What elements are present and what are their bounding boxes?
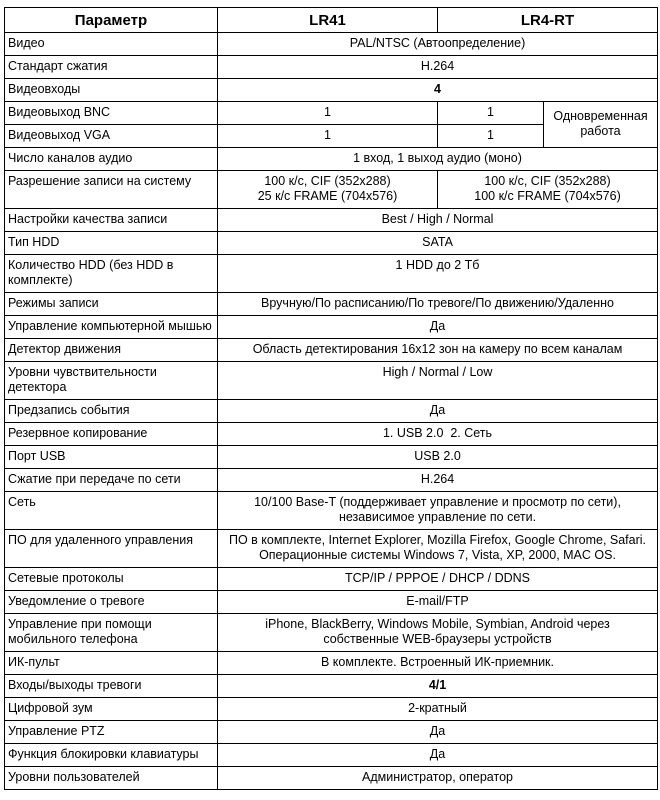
param-cell: Детектор движения [5,339,218,362]
param-cell: Предзапись события [5,400,218,423]
header-row [5,8,658,33]
table-row [5,530,658,568]
param-cell: Видеовыход VGA [5,125,218,148]
table-row [5,171,658,209]
param-cell: Функция блокировки клавиатуры [5,744,218,767]
table-row [5,614,658,652]
value-cell: Да [218,721,658,744]
table-row [5,293,658,316]
param-cell: Настройки качества записи [5,209,218,232]
table-row [5,492,658,530]
value-cell: TCP/IP / PPPOE / DHCP / DDNS [218,568,658,591]
param-cell: Стандарт сжатия [5,56,218,79]
value-cell: Да [218,316,658,339]
param-cell: Видео [5,33,218,56]
table-row [5,400,658,423]
param-cell: Тип HDD [5,232,218,255]
param-cell: Порт USB [5,446,218,469]
param-cell: Уведомление о тревоге [5,591,218,614]
param-cell: ПО для удаленного управления [5,530,218,568]
lr41-value-cell: 1 [218,125,438,148]
value-cell: High / Normal / Low [218,362,658,400]
table-row [5,568,658,591]
param-cell: Резервное копирование [5,423,218,446]
param-cell: Уровни пользователей [5,767,218,790]
param-cell: Сеть [5,492,218,530]
param-cell: Количество HDD (без HDD в комплекте) [5,255,218,293]
param-cell: Видеовходы [5,79,218,102]
value-cell: Да [218,744,658,767]
lr41-value-cell [218,171,438,209]
value-cell: H.264 [218,56,658,79]
param-cell: Видеовыход BNC [5,102,218,125]
table-row [5,767,658,790]
table-row [5,591,658,614]
value-cell: Область детектирования 16x12 зон на камеру по всем каналам [218,339,658,362]
value-cell: E-mail/FTP [218,591,658,614]
lr4-rt-cif-line: 100 к/с, CIF (352x288) [484,174,611,188]
value-cell: 1 вход, 1 выход аудио (моно) [218,148,658,171]
header-lr41: LR41 [218,8,438,33]
value-cell: Да [218,400,658,423]
table-row [5,79,658,102]
param-cell: Режимы записи [5,293,218,316]
table-row [5,744,658,767]
value-cell: Best / High / Normal [218,209,658,232]
table-row [5,33,658,56]
table-row [5,255,658,293]
spec-table [4,7,658,790]
value-cell: 2-кратный [218,698,658,721]
table-row [5,698,658,721]
param-cell: Входы/выходы тревоги [5,675,218,698]
value-cell: USB 2.0 [218,446,658,469]
header-lr4-rt: LR4-RT [438,8,658,33]
lr41-value-cell: 1 [218,102,438,125]
table-row [5,339,658,362]
table-row [5,652,658,675]
lr4-rt-value-cell: 1 [438,125,544,148]
param-cell: Цифровой зум [5,698,218,721]
table-row [5,446,658,469]
value-cell: iPhone, BlackBerry, Windows Mobile, Symbian, Android через собственные WEB-браузеры устройств [218,614,658,652]
value-cell: 10/100 Base-T (поддерживает управление и просмотр по сети), независимое управление по сети. [218,492,658,530]
value-cell: 1 HDD до 2 Тб [218,255,658,293]
param-cell: ИК-пульт [5,652,218,675]
lr41-cif-line: 100 к/с, CIF (352x288) [264,174,391,188]
value-cell: 4/1 [218,675,658,698]
value-cell: SATA [218,232,658,255]
param-cell: Разрешение записи на систему [5,171,218,209]
param-cell: Управление компьютерной мышью [5,316,218,339]
value-cell: В комплекте. Встроенный ИК-приемник. [218,652,658,675]
table-row [5,362,658,400]
table-row [5,721,658,744]
header-parameter: Параметр [5,8,218,33]
table-row [5,148,658,171]
value-cell: 1. USB 2.0 2. Сеть [218,423,658,446]
value-cell: PAL/NTSC (Автоопределение) [218,33,658,56]
table-row [5,423,658,446]
table-row [5,469,658,492]
simultaneous-output-note: Одновременная работа [544,102,658,148]
param-cell: Управление PTZ [5,721,218,744]
value-cell: H.264 [218,469,658,492]
table-row [5,56,658,79]
value-cell: Администратор, оператор [218,767,658,790]
param-cell: Сетевые протоколы [5,568,218,591]
lr4-rt-value-cell [438,171,658,209]
table-row [5,675,658,698]
table-row [5,232,658,255]
param-cell: Уровни чувствительности детектора [5,362,218,400]
param-cell: Число каналов аудио [5,148,218,171]
lr4-rt-frame-line: 100 к/с FRAME (704x576) [474,189,621,203]
value-cell: ПО в комплекте, Internet Explorer, Mozilla Firefox, Google Chrome, Safari. Операционные системы Windows 7, Vista, XP, 2000, MAC OS. [218,530,658,568]
table-row [5,209,658,232]
param-cell: Управление при помощи мобильного телефона [5,614,218,652]
value-cell: 4 [218,79,658,102]
lr4-rt-value-cell: 1 [438,102,544,125]
param-cell: Сжатие при передаче по сети [5,469,218,492]
table-row [5,102,658,125]
table-row [5,316,658,339]
value-cell: Вручную/По расписанию/По тревоге/По движению/Удаленно [218,293,658,316]
lr41-frame-line: 25 к/с FRAME (704x576) [257,189,398,203]
